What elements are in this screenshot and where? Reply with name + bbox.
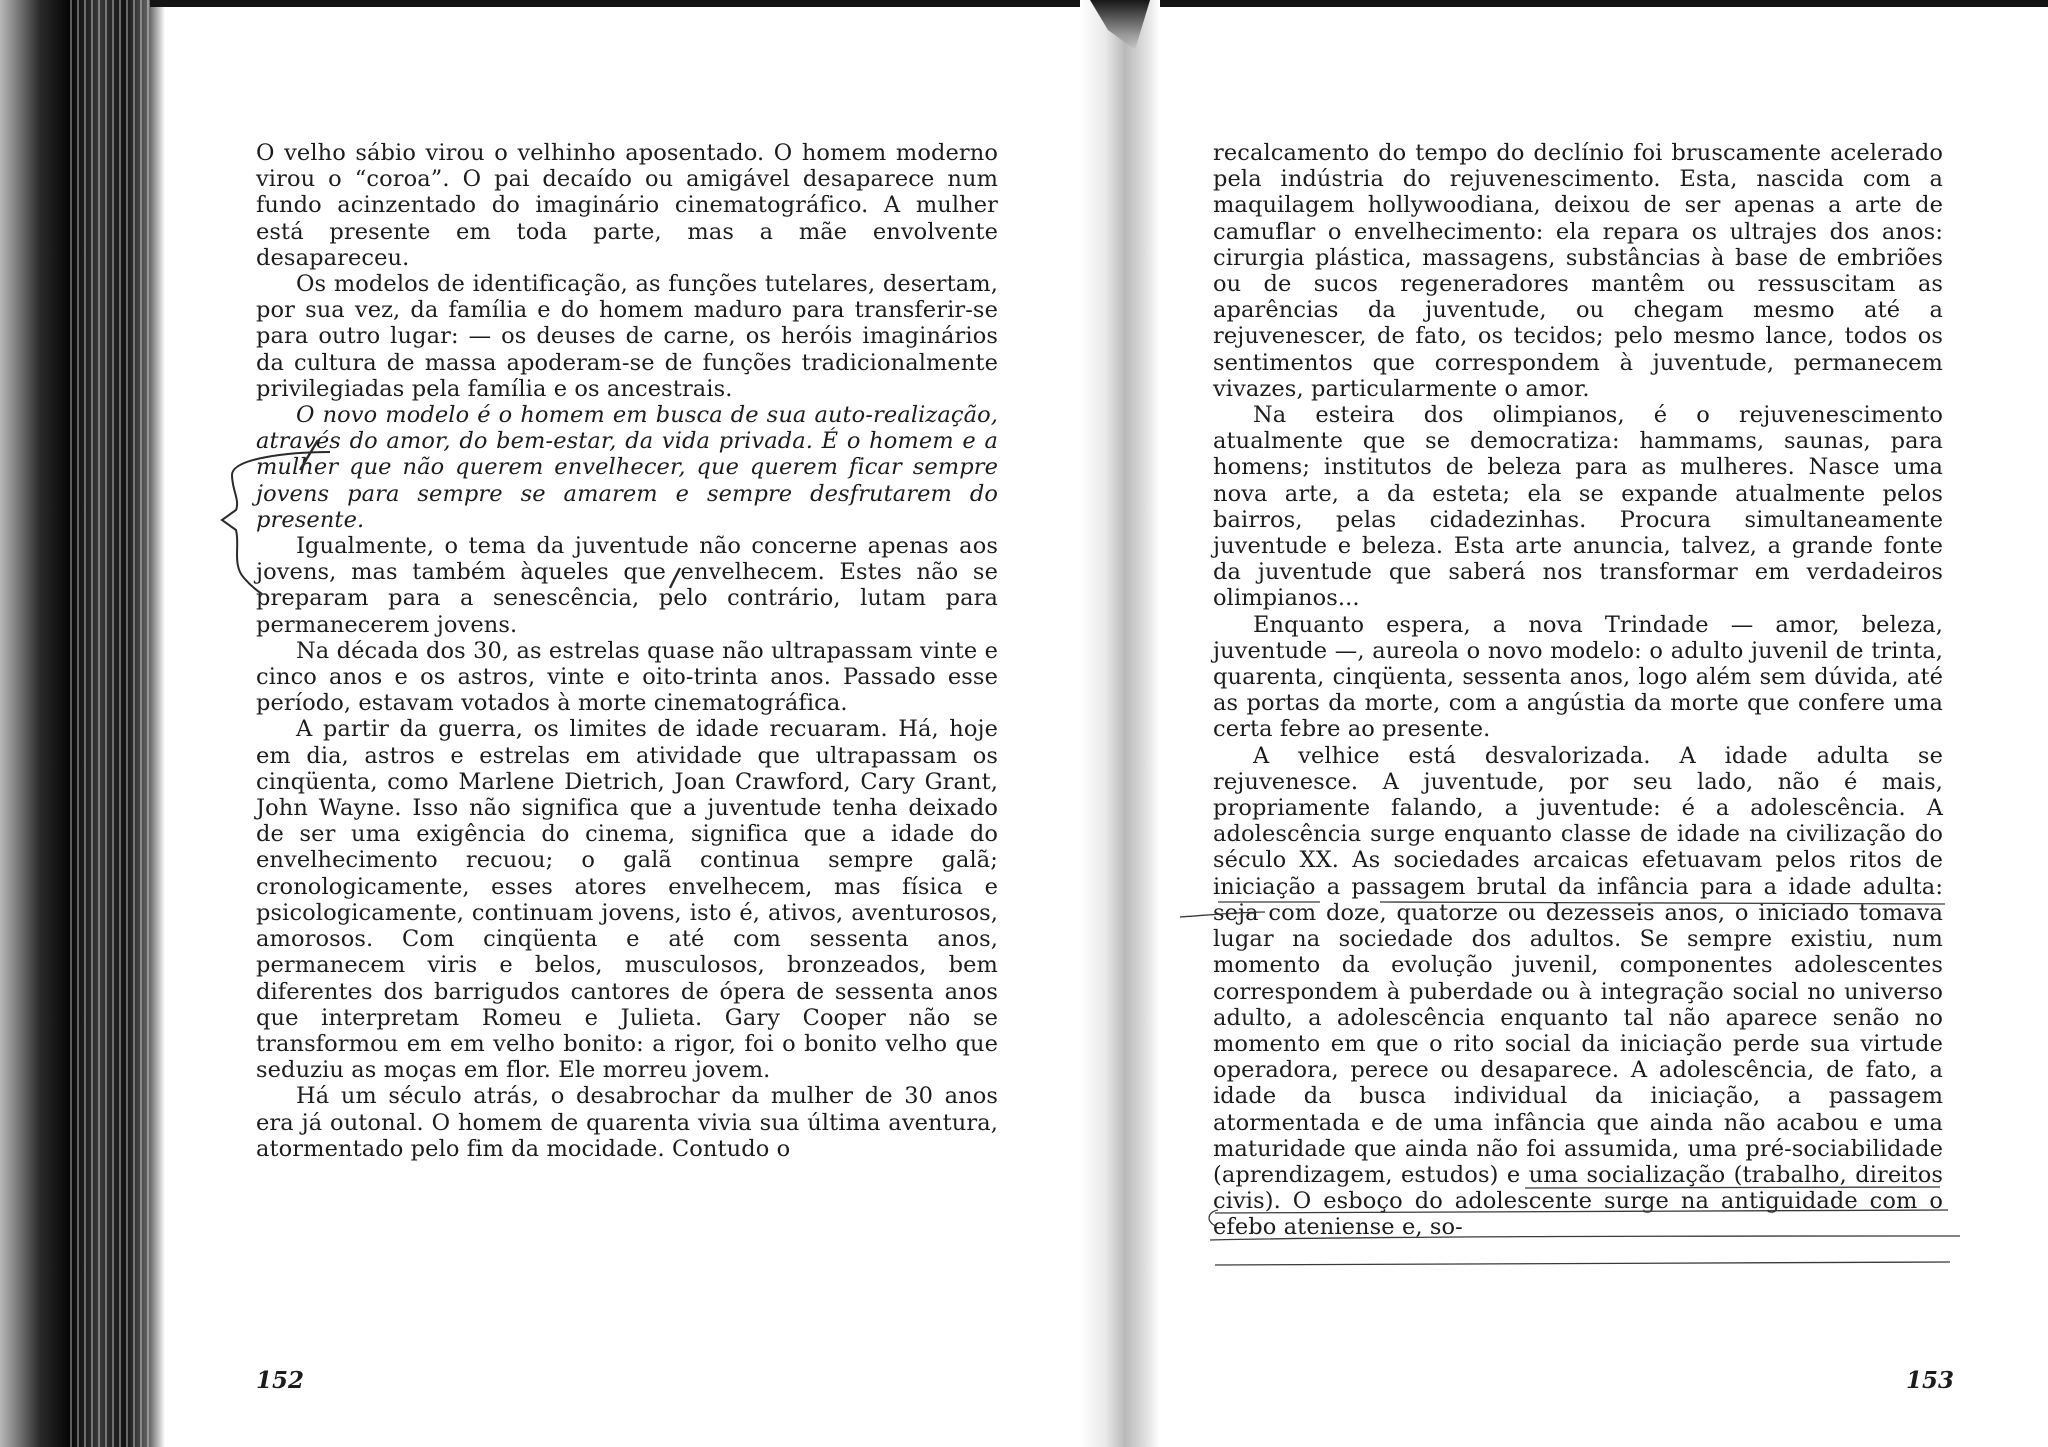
paragraph: Há um século atrás, o desabrochar da mulher de 30 anos era já outonal. O homem de quarenta vivia sua última aventura, atormentado pelo fim da mocidade. Contudo o [256, 1083, 998, 1162]
book-gutter [1080, 0, 1160, 1447]
page-edges [70, 0, 150, 1447]
page-number-left: 152 [256, 1367, 305, 1394]
paragraph: Os modelos de identificação, as funções tutelares, desertam, por sua vez, da família e do homem maduro para transferir-se para outro lugar: — os deuses de carne, os heróis imaginários da cultura de massa apoderam-se de funções tradicionalmente privilegiadas pela família e os ancestrais. [256, 271, 998, 402]
paragraph-highlighted: O novo modelo é o homem em busca de sua auto-realização, através do amor, do bem-estar, da vida privada. É o homem e a mulher que não querem envelhecer, que querem ficar sempre jovens para sempre se amarem e sempre desfrutarem do presente. [256, 402, 998, 533]
paragraph: Na esteira dos olimpianos, é o rejuvenescimento atualmente que se democratiza: hammams, saunas, para homens; institutos de beleza para as mulheres. Nasce uma nova arte, a da esteta; ela se expande atualmente pelos bairros, pelas cidadezinhas. Procura simultaneamente juventude e beleza. Esta arte anuncia, talvez, a grande fonte da juventude que saberá nos transformar em verdadeiros olimpianos... [1213, 402, 1943, 612]
paragraph: A velhice está desvalorizada. A idade adulta se rejuvenesce. A juventude, por seu lado, não é mais, propriamente falando, a juventude: é a adolescência. A adolescência surge enquanto classe de idade na civilização do século XX. As sociedades arcaicas efetuavam pelos ritos de iniciação a passagem brutal da infância para a idade adulta: seja com doze, quatorze ou dezesseis anos, o iniciado tomava lugar na sociedade dos adultos. Se sempre existiu, num momento da evolução juvenil, componentes adolescentes correspondem à puberdade ou à integração social no universo adulto, a adolescência enquanto tal não aparece senão no momento em que o rito social da iniciação perde sua virtude operadora, perece ou desaparece. A adolescência, de fato, a idade da busca individual da iniciação, a passagem atormentada e de uma infância que ainda não acabou e uma maturidade que ainda não foi assumida, uma pré-sociabilidade (aprendizagem, estudos) e uma socialização (trabalho, direitos civis). O esboço do adolescente surge na antiguidade com o efebo ateniense e, so- [1213, 742, 1943, 1241]
paragraph: Na década dos 30, as estrelas quase não ultrapassam vinte e cinco anos e os astros, vinte e oito-trinta anos. Passado esse período, estavam votados à morte cinematográfica. [256, 637, 998, 717]
paragraph: A partir da guerra, os limites de idade recuaram. Há, hoje em dia, astros e estrelas em atividade que ultrapassam os cinqüenta, como Marlene Dietrich, Joan Crawford, Cary Grant, John Wayne. Isso não significa que a juventude tenha deixado de ser uma exigência do cinema, significa que a idade do envelhecimento recuou; o galã continua sempre galã; cronologicamente, esses atores envelhecem, mas física e psicologicamente, continuam jovens, isto é, ativos, aventurosos, amorosos. Com cinqüenta e até com sessenta anos, permanecem viris e belos, musculosos, bronzeados, bem diferentes dos barrigudos cantores de ópera de sessenta anos que interpretam Romeu e Julieta. Gary Cooper não se transformou em em velho bonito: a rigor, foi o bonito velho que seduziu as moças em flor. Ele morreu jovem. [256, 716, 998, 1084]
paragraph: Enquanto espera, a nova Trindade — amor, beleza, juventude —, aureola o novo modelo: o adulto juvenil de trinta, quarenta, cinqüenta, sessenta anos, logo além sem dúvida, até as portas da morte, com a angústia da morte que confere uma certa febre ao presente. [1213, 611, 1943, 743]
paragraph: Igualmente, o tema da juventude não concerne apenas aos jovens, mas também àqueles que envelhecem. Estes não se preparam para a senescência, pelo contrário, lutam para permanecerem jovens. [256, 533, 998, 638]
underline-mark [1215, 1262, 1950, 1265]
paragraph: recalcamento do tempo do declínio foi bruscamente acelerado pela indústria do rejuvenescimento. Esta, nascida com a maquilagem hollywoodiana, deixou de ser apenas a arte de camuflar o envelhecimento: ela repara os ultrajes dos anos: cirurgia plástica, massagens, substâncias à base de embriões ou de sucos regeneradores mantêm ou ressuscitam as aparências da juventude, ou chegam mesmo até a rejuvenescer, de fato, os tecidos; pelo mesmo lance, todos os sentimentos que correspondem à juventude, permanecem vivazes, particularmente o amor. [1213, 140, 1943, 402]
paragraph: O velho sábio virou o velhinho aposentado. O homem moderno virou o “coroa”. O pai decaído ou amigável desaparece num fundo acinzentado do imaginário cinematográfico. A mulher está presente em toda parte, mas a mãe envolvente desapareceu. [256, 140, 998, 271]
page-number-right: 153 [1906, 1367, 1955, 1394]
left-page [256, 140, 998, 1162]
right-page [1213, 140, 1943, 1241]
